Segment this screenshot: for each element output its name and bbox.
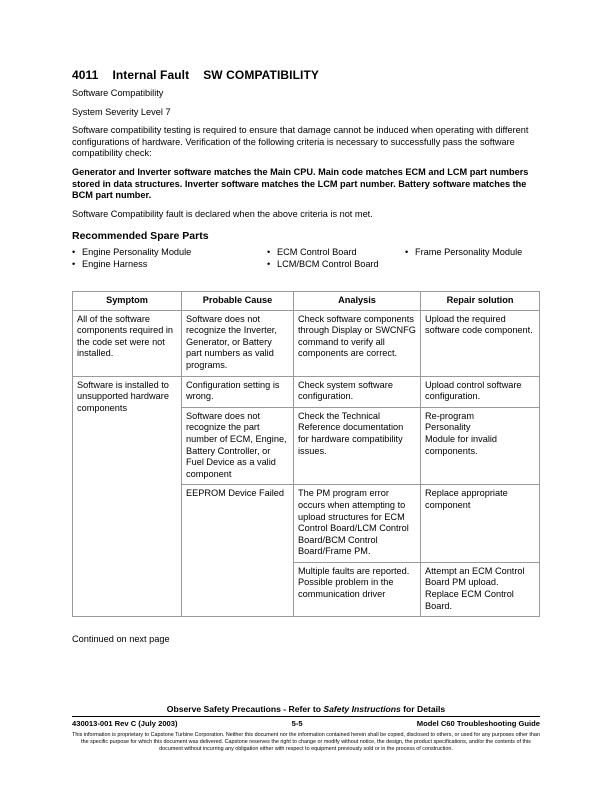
column-header-analysis: Analysis: [294, 292, 421, 311]
analysis-cell: Check system software configuration.: [294, 376, 421, 407]
table-row: [73, 310, 540, 376]
column-header-repair-solution: Repair solution: [421, 292, 540, 311]
spare-parts-column: [267, 246, 405, 270]
cause-cell: Configuration setting is wrong.: [182, 376, 294, 407]
cause-cell: Software does not recognize the Inverter, Generator, or Battery part numbers as valid programs.: [182, 310, 294, 376]
analysis-cell: The PM program error occurs when attempting to upload structures for ECM Control Board/LCM Control Board/BCM Control Board/Frame PM.: [294, 485, 421, 563]
fault-category: Internal Fault: [112, 68, 190, 82]
spare-parts-list: [72, 246, 540, 270]
column-header-probable-cause: Probable Cause: [182, 292, 294, 311]
severity-level: System Severity Level 7: [72, 106, 171, 117]
document-id: 430013-001 Rev C (July 2003): [72, 719, 178, 728]
safety-note-link: Safety Instructions: [323, 704, 401, 714]
analysis-cell: Check software components through Display or SWCNFG command to verify all components are correct.: [294, 310, 421, 376]
list-item: • ECM Control Board: [267, 246, 405, 258]
fault-code: 4011: [72, 68, 99, 82]
footer: [72, 719, 540, 728]
spare-parts-column: [72, 246, 267, 270]
fault-description: Software Compatibility: [72, 88, 164, 98]
analysis-cell: Check the Technical Reference documentation for hardware compatibility issues.: [294, 407, 421, 485]
spare-parts-column: [405, 246, 540, 270]
repair-cell: Upload the required software code component.: [421, 310, 540, 376]
symptom-cell: All of the software components required in the code set were not installed.: [73, 310, 182, 376]
repair-line: Re-program: [425, 410, 475, 421]
repair-cell: [421, 407, 540, 485]
repair-cell: Upload control software configuration.: [421, 376, 540, 407]
table-header-row: [73, 292, 540, 311]
list-item: • LCM/BCM Control Board: [267, 258, 405, 270]
repair-cell: Replace appropriate component: [421, 485, 540, 563]
cause-cell: Software does not recognize the part number of ECM, Engine, Battery Controller, or Fuel Device as a valid component: [182, 407, 294, 485]
guide-title: Model C60 Troubleshooting Guide: [416, 719, 540, 728]
intro-paragraph: Software compatibility testing is required to ensure that damage cannot be induced when operating with different configurations of hardware. Verification of the following criteria is necessary to successfully pass the software compatibility check:: [72, 125, 529, 159]
list-item: • Frame Personality Module: [405, 246, 540, 258]
fault-name: SW COMPATIBILITY: [203, 68, 319, 82]
troubleshooting-table: [72, 291, 540, 617]
cause-cell: EEPROM Device Failed: [182, 485, 294, 617]
page-content: [72, 68, 540, 270]
legal-notice: This information is proprietary to Capstone Turbine Corporation. Neither this document nor the information contained herein shall be copied, disclosed to others, or used for any purposes other than the specific purpose for which this document was delivered. Capstone reserves the right to change or modify without notice, the design, the product specifications, and/or the contents of this document without incurring any obligation either with respect to equipment previously sold or in the process of construction.: [72, 732, 540, 753]
repair-cell: [421, 562, 540, 616]
symptom-cell: Software is installed to unsupported hardware components: [73, 376, 182, 617]
safety-note-prefix: Observe Safety Precautions - Refer to: [166, 704, 324, 714]
repair-line: Attempt an ECM Control Board PM upload.: [425, 565, 525, 588]
safety-note-suffix: for Details: [400, 704, 446, 714]
footer-divider: [72, 716, 540, 717]
page-title: [72, 68, 540, 82]
list-item: • Engine Harness: [72, 258, 267, 270]
fault-declared-paragraph: Software Compatibility fault is declared when the above criteria is not met.: [72, 208, 373, 219]
page-number: 5-5: [291, 719, 303, 728]
table-row: [73, 376, 540, 407]
repair-line: Module for invalid components.: [425, 433, 498, 456]
list-item: • Engine Personality Module: [72, 246, 267, 258]
safety-note: [0, 704, 612, 714]
column-header-symptom: Symptom: [73, 292, 182, 311]
analysis-cell: Multiple faults are reported. Possible problem in the communication driver: [294, 562, 421, 616]
spare-parts-title: Recommended Spare Parts: [72, 230, 209, 243]
repair-line: Personality: [425, 422, 471, 433]
repair-line: Replace ECM Control Board.: [425, 589, 514, 611]
continued-note: Continued on next page: [72, 634, 170, 644]
criteria-paragraph: Generator and Inverter software matches the Main CPU. Main code matches ECM and LCM part numbers stored in data structures. Inverter software matches the LCM part number. Battery software matches the BCM part number.: [72, 166, 529, 201]
